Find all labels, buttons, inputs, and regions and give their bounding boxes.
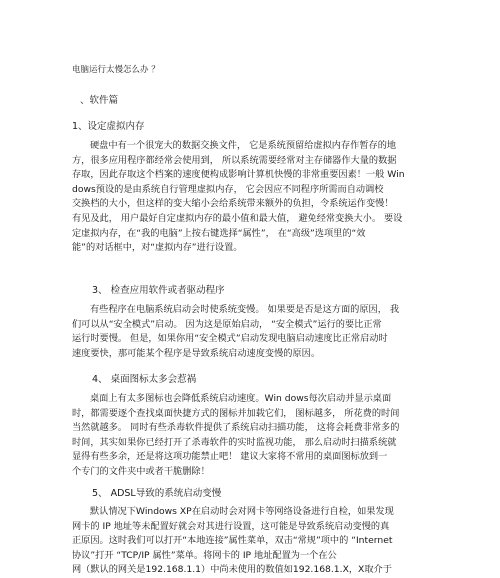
paragraph-line: 正原因。这时我们可以打开“本地连接”属性菜单，双击“常规”项中的 “Internet [72,535,393,547]
paragraph-line: 个专门的文件夹中或者干脆删除！ [72,465,210,477]
paragraph-line: 时间，其实如果你已经打开了杀毒软件的实时监视功能， 那么启动时扫描系统就 [72,436,397,448]
paragraph-line: 们可以从“安全模式”启动。 因为这是原始启动， “安全模式”运行的要比正常 [72,318,382,330]
paragraph-line: 速度要快，那可能某个程序是导致系统启动速度变慢的原因。 [72,347,321,359]
paragraph-line: 时，都需要逐个查找桌面快捷方式的图标并加载它们， 图标越多， 所花费的时间 [72,407,400,419]
paragraph-line: 运行时要慢。 但是，如果你用“安全模式”启动发现电脑启动速度比正常启动时 [72,333,388,345]
paragraph-line: 方，很多应用程序都经常会使用到， 所以系统需要经常对主存储器作大量的数据 [72,154,397,166]
paragraph-line: 显得有些多余，还是将这项功能禁止吧！ 建议大家将不常用的桌面图标放到一 [72,451,388,463]
paragraph-line: 当然就越多。 同时有些杀毒软件提供了系统启动扫描功能， 这将会耗费非常多的 [72,422,400,434]
paragraph-line: 存取，因此存取这个档案的速度便构成影响计算机快慢的非常重要因素！一般 Win [72,169,405,181]
paragraph-line: 有些程序在电脑系统启动会时使系统变慢。 如果要是否是这方面的原因， 我 [90,304,400,315]
paragraph-line: 协议”打开 “TCP/IP 属性”菜单。将网卡的 IP 地址配置为一个在公 [72,549,337,561]
paragraph-line: dows预设的是由系统自行管理虚拟内存， 它会因应不同程序所需而自动调校 [72,183,384,195]
document-title: 电脑运行太慢怎么办 ？ [72,65,160,75]
software-heading: 、软件篇 [80,95,119,106]
section-body-check-software [72,303,432,361]
section-heading-desktop-icons: 4、 桌面图标太多会惹祸 [92,374,197,385]
paragraph-line: 桌面上有太多图标也会降低系统启动速度。Win dows每次启动并显示桌面 [90,393,392,404]
paragraph-line: 能”的对话框中，对“虚拟内存”进行设置。 [72,242,243,254]
section-body-adsl [72,505,432,578]
paragraph-line: 有见及此， 用户最好自定虚拟内存的最小值和最大值， 避免经常变换大小。 要设 [72,212,403,224]
paragraph-line: 网卡的 IP 地址等未配置好就会对其进行设置，这可能是导致系统启动变慢的真 [72,520,390,532]
paragraph-line: 交换档的大小，但这样的变大缩小会给系统带来额外的负担，令系统运作变慢！ [72,198,394,210]
section-heading-check-software: 3、 检查应用软件或者驱动程序 [92,285,225,296]
paragraph-line: 硬盘中有一个很宠大的数据交换文件， 它是系统预留给虚拟内存作暂存的地 [90,140,397,151]
section-heading-adsl: 5、 ADSL导致的系统启动变慢 [92,488,222,499]
section-body-desktop-icons [72,392,432,480]
section-body-virtual-memory [72,139,432,256]
paragraph-line: 定虚拟内存，在“我的电脑”上按右键选择“属性”， 在“高级”选项里的“效 [72,227,366,239]
paragraph-line: 默认情况下Windows XP在启动时会对网卡等网络设备进行自检，如果发现 [90,506,394,517]
paragraph-line: 网（默认的网关是192.168.1.1）中尚未使用的数值如192.168.1.X，X取介于 [72,564,392,576]
section-heading-virtual-memory: 1、设定虚拟内存 [72,121,145,132]
